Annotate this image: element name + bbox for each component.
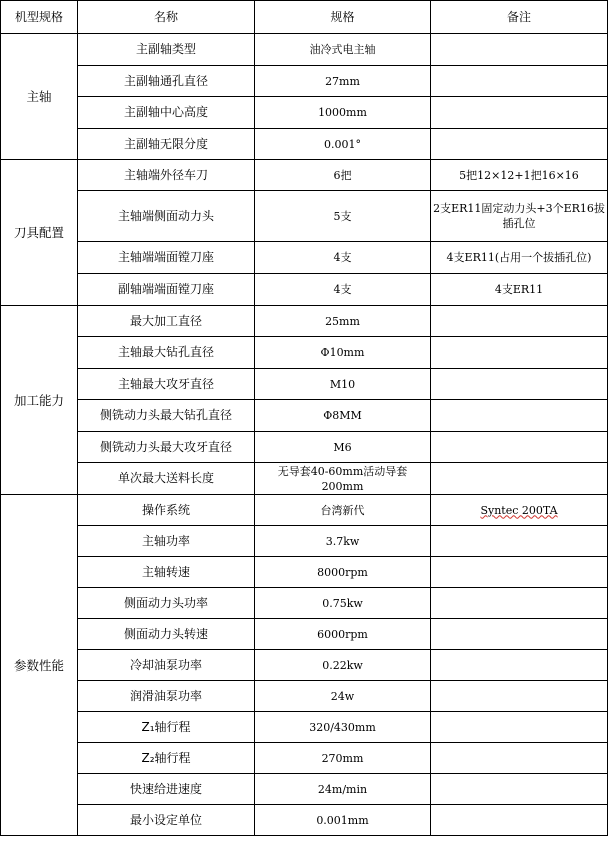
group-params: 参数性能 bbox=[1, 495, 78, 836]
row-note bbox=[431, 129, 608, 160]
row-note bbox=[431, 743, 608, 774]
table-row bbox=[1, 526, 608, 557]
row-spec: 24m/min bbox=[255, 774, 431, 805]
row-note bbox=[431, 588, 608, 619]
row-note bbox=[431, 681, 608, 712]
row-note bbox=[431, 306, 608, 337]
table-row bbox=[1, 306, 608, 337]
row-name: 单次最大送料长度 bbox=[78, 463, 255, 495]
table-row bbox=[1, 129, 608, 160]
table-row bbox=[1, 369, 608, 400]
table-row bbox=[1, 774, 608, 805]
row-spec: Φ8MM bbox=[255, 400, 431, 432]
table-row bbox=[1, 274, 608, 306]
row-note: 2支ER11固定动力头+3个ER16拔插孔位 bbox=[431, 191, 608, 242]
row-name: 主副轴中心高度 bbox=[78, 97, 255, 129]
row-name: 主轴端端面镗刀座 bbox=[78, 242, 255, 274]
table-row bbox=[1, 34, 608, 66]
row-note bbox=[431, 337, 608, 369]
row-name: 主副轴类型 bbox=[78, 34, 255, 66]
group-spindle: 主轴 bbox=[1, 34, 78, 160]
row-note: 5把12×12+1把16×16 bbox=[431, 160, 608, 191]
row-note: 4支ER11 bbox=[431, 274, 608, 306]
row-name: 主轴最大攻牙直径 bbox=[78, 369, 255, 400]
row-name: 主副轴通孔直径 bbox=[78, 66, 255, 97]
row-name: 侧铣动力头最大钻孔直径 bbox=[78, 400, 255, 432]
row-note: 4支ER11(占用一个拔插孔位) bbox=[431, 242, 608, 274]
row-spec: 5支 bbox=[255, 191, 431, 242]
table-row bbox=[1, 66, 608, 97]
row-note bbox=[431, 619, 608, 650]
row-name: 侧面动力头转速 bbox=[78, 619, 255, 650]
row-note bbox=[431, 97, 608, 129]
table-row bbox=[1, 463, 608, 495]
table-row bbox=[1, 242, 608, 274]
table-row bbox=[1, 97, 608, 129]
row-name: 主轴端外径车刀 bbox=[78, 160, 255, 191]
row-spec: 6把 bbox=[255, 160, 431, 191]
row-note bbox=[431, 369, 608, 400]
row-note bbox=[431, 400, 608, 432]
row-name: 润滑油泵功率 bbox=[78, 681, 255, 712]
row-name: Z₂轴行程 bbox=[78, 743, 255, 774]
group-tooling: 刀具配置 bbox=[1, 160, 78, 306]
row-spec: 0.001mm bbox=[255, 805, 431, 836]
row-name: 侧面动力头功率 bbox=[78, 588, 255, 619]
table-row bbox=[1, 495, 608, 526]
table-row bbox=[1, 650, 608, 681]
table-row bbox=[1, 337, 608, 369]
row-name: 副轴端端面镗刀座 bbox=[78, 274, 255, 306]
row-name: 操作系统 bbox=[78, 495, 255, 526]
row-name: 主轴最大钻孔直径 bbox=[78, 337, 255, 369]
row-name: 快速给进速度 bbox=[78, 774, 255, 805]
row-note bbox=[431, 463, 608, 495]
row-spec: 1000mm bbox=[255, 97, 431, 129]
row-note-cell bbox=[431, 495, 608, 526]
row-spec: 0.001° bbox=[255, 129, 431, 160]
group-capacity: 加工能力 bbox=[1, 306, 78, 495]
header-name: 名称 bbox=[78, 1, 255, 34]
row-note bbox=[431, 650, 608, 681]
table-row bbox=[1, 743, 608, 774]
row-spec: Φ10mm bbox=[255, 337, 431, 369]
row-name: 最大加工直径 bbox=[78, 306, 255, 337]
table-row bbox=[1, 557, 608, 588]
row-note bbox=[431, 805, 608, 836]
row-note: Syntec 200TA bbox=[480, 503, 558, 517]
row-spec: 4支 bbox=[255, 274, 431, 306]
row-spec: 24w bbox=[255, 681, 431, 712]
row-spec: 0.22kw bbox=[255, 650, 431, 681]
table-row bbox=[1, 191, 608, 242]
row-spec: 8000rpm bbox=[255, 557, 431, 588]
row-note bbox=[431, 526, 608, 557]
row-spec: 0.75kw bbox=[255, 588, 431, 619]
header-note: 备注 bbox=[431, 1, 608, 34]
row-name: 侧铣动力头最大攻牙直径 bbox=[78, 432, 255, 463]
row-spec: M6 bbox=[255, 432, 431, 463]
row-spec: 油冷式电主轴 bbox=[255, 34, 431, 66]
row-name: 主轴转速 bbox=[78, 557, 255, 588]
table-row bbox=[1, 681, 608, 712]
row-note bbox=[431, 712, 608, 743]
table-row bbox=[1, 160, 608, 191]
table-row bbox=[1, 805, 608, 836]
row-name: Z₁轴行程 bbox=[78, 712, 255, 743]
row-name: 冷却油泵功率 bbox=[78, 650, 255, 681]
row-name: 主轴功率 bbox=[78, 526, 255, 557]
row-note bbox=[431, 432, 608, 463]
header-row bbox=[1, 1, 608, 34]
table-row bbox=[1, 619, 608, 650]
table-row bbox=[1, 588, 608, 619]
row-spec: 27mm bbox=[255, 66, 431, 97]
row-spec: 台湾新代 bbox=[255, 495, 431, 526]
row-spec: 无导套40-60mm活动导套200mm bbox=[255, 463, 431, 495]
row-note bbox=[431, 34, 608, 66]
row-spec: 270mm bbox=[255, 743, 431, 774]
row-spec: 3.7kw bbox=[255, 526, 431, 557]
row-spec: 4支 bbox=[255, 242, 431, 274]
row-note bbox=[431, 774, 608, 805]
table-row bbox=[1, 712, 608, 743]
header-spec: 规格 bbox=[255, 1, 431, 34]
table-row bbox=[1, 432, 608, 463]
row-spec: 6000rpm bbox=[255, 619, 431, 650]
table-row bbox=[1, 400, 608, 432]
row-name: 主副轴无限分度 bbox=[78, 129, 255, 160]
row-note bbox=[431, 66, 608, 97]
row-note bbox=[431, 557, 608, 588]
row-spec: M10 bbox=[255, 369, 431, 400]
row-spec: 25mm bbox=[255, 306, 431, 337]
header-model: 机型规格 bbox=[1, 1, 78, 34]
row-name: 最小设定单位 bbox=[78, 805, 255, 836]
row-name: 主轴端侧面动力头 bbox=[78, 191, 255, 242]
row-spec: 320/430mm bbox=[255, 712, 431, 743]
